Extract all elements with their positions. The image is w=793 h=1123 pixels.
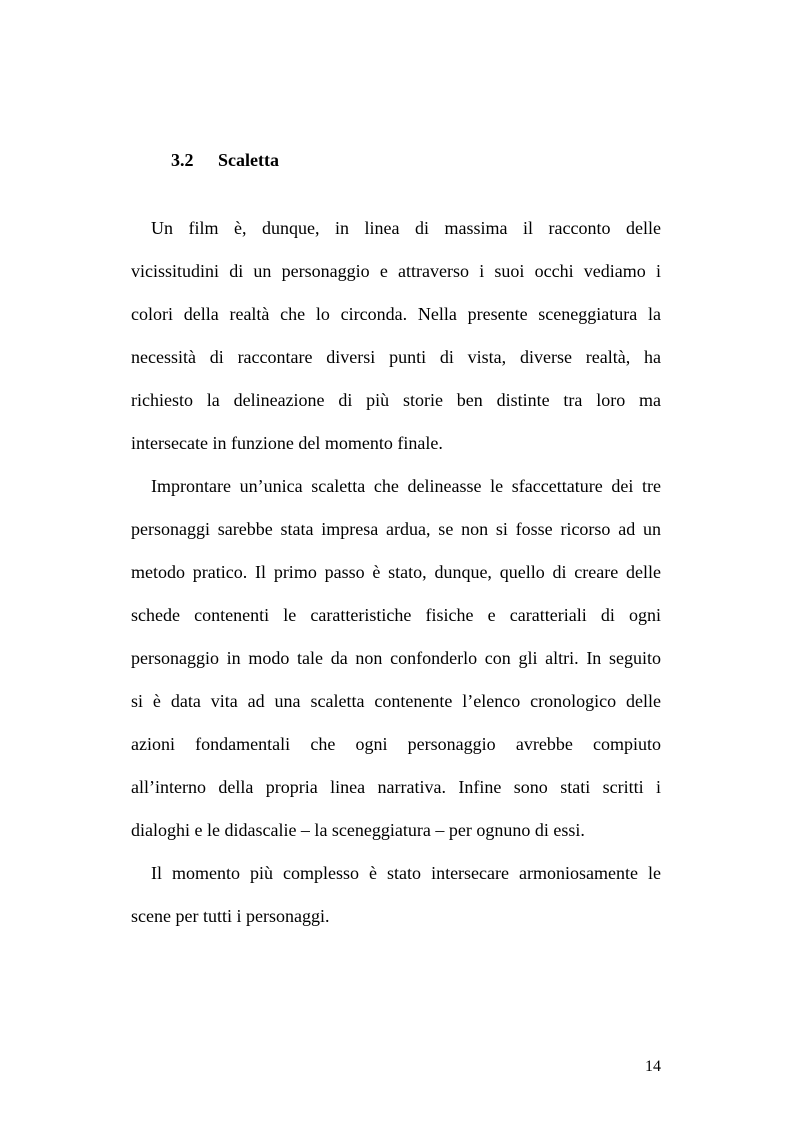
paragraph-1-line-3: colori della realtà che lo circonda. Nella presente sceneggiatura la xyxy=(131,304,661,324)
paragraph-1-line-5: richiesto la delineazione di più storie ben distinte tra loro ma xyxy=(131,390,661,410)
paragraph-2-line-3: metodo pratico. Il primo passo è stato, dunque, quello di creare delle xyxy=(131,562,661,582)
section-heading xyxy=(171,148,279,172)
paragraph-2-line-1: Improntare un’unica scaletta che delineasse le sfaccettature dei tre xyxy=(151,476,661,496)
paragraph-2-line-4: schede contenenti le caratteristiche fisiche e caratteriali di ogni xyxy=(131,605,661,625)
paragraph-3-line-2: scene per tutti i personaggi. xyxy=(131,906,330,926)
paragraph-1-line-2: vicissitudini di un personaggio e attraverso i suoi occhi vediamo i xyxy=(131,261,661,281)
paragraph-1-line-1: Un film è, dunque, in linea di massima il racconto delle xyxy=(151,218,661,238)
paragraph-1-line-6: intersecate in funzione del momento finale. xyxy=(131,433,443,453)
paragraph-2-line-7: azioni fondamentali che ogni personaggio avrebbe compiuto xyxy=(131,734,661,754)
paragraph-2-line-5: personaggio in modo tale da non confonderlo con gli altri. In seguito xyxy=(131,648,661,668)
section-title: Scaletta xyxy=(218,150,279,170)
paragraph-1-line-4: necessità di raccontare diversi punti di vista, diverse realtà, ha xyxy=(131,347,661,367)
paragraph-3-line-1: Il momento più complesso è stato intersecare armoniosamente le xyxy=(151,863,661,883)
paragraph-2-line-2: personaggi sarebbe stata impresa ardua, se non si fosse ricorso ad un xyxy=(131,519,661,539)
section-number: 3.2 xyxy=(171,150,194,170)
paragraph-2-line-8: all’interno della propria linea narrativa. Infine sono stati scritti i xyxy=(131,777,661,797)
paragraph-2-line-6: si è data vita ad una scaletta contenente l’elenco cronologico delle xyxy=(131,691,661,711)
paragraph-2-line-9: dialoghi e le didascalie – la sceneggiatura – per ognuno di essi. xyxy=(131,820,585,840)
page-number: 14 xyxy=(645,1058,661,1075)
